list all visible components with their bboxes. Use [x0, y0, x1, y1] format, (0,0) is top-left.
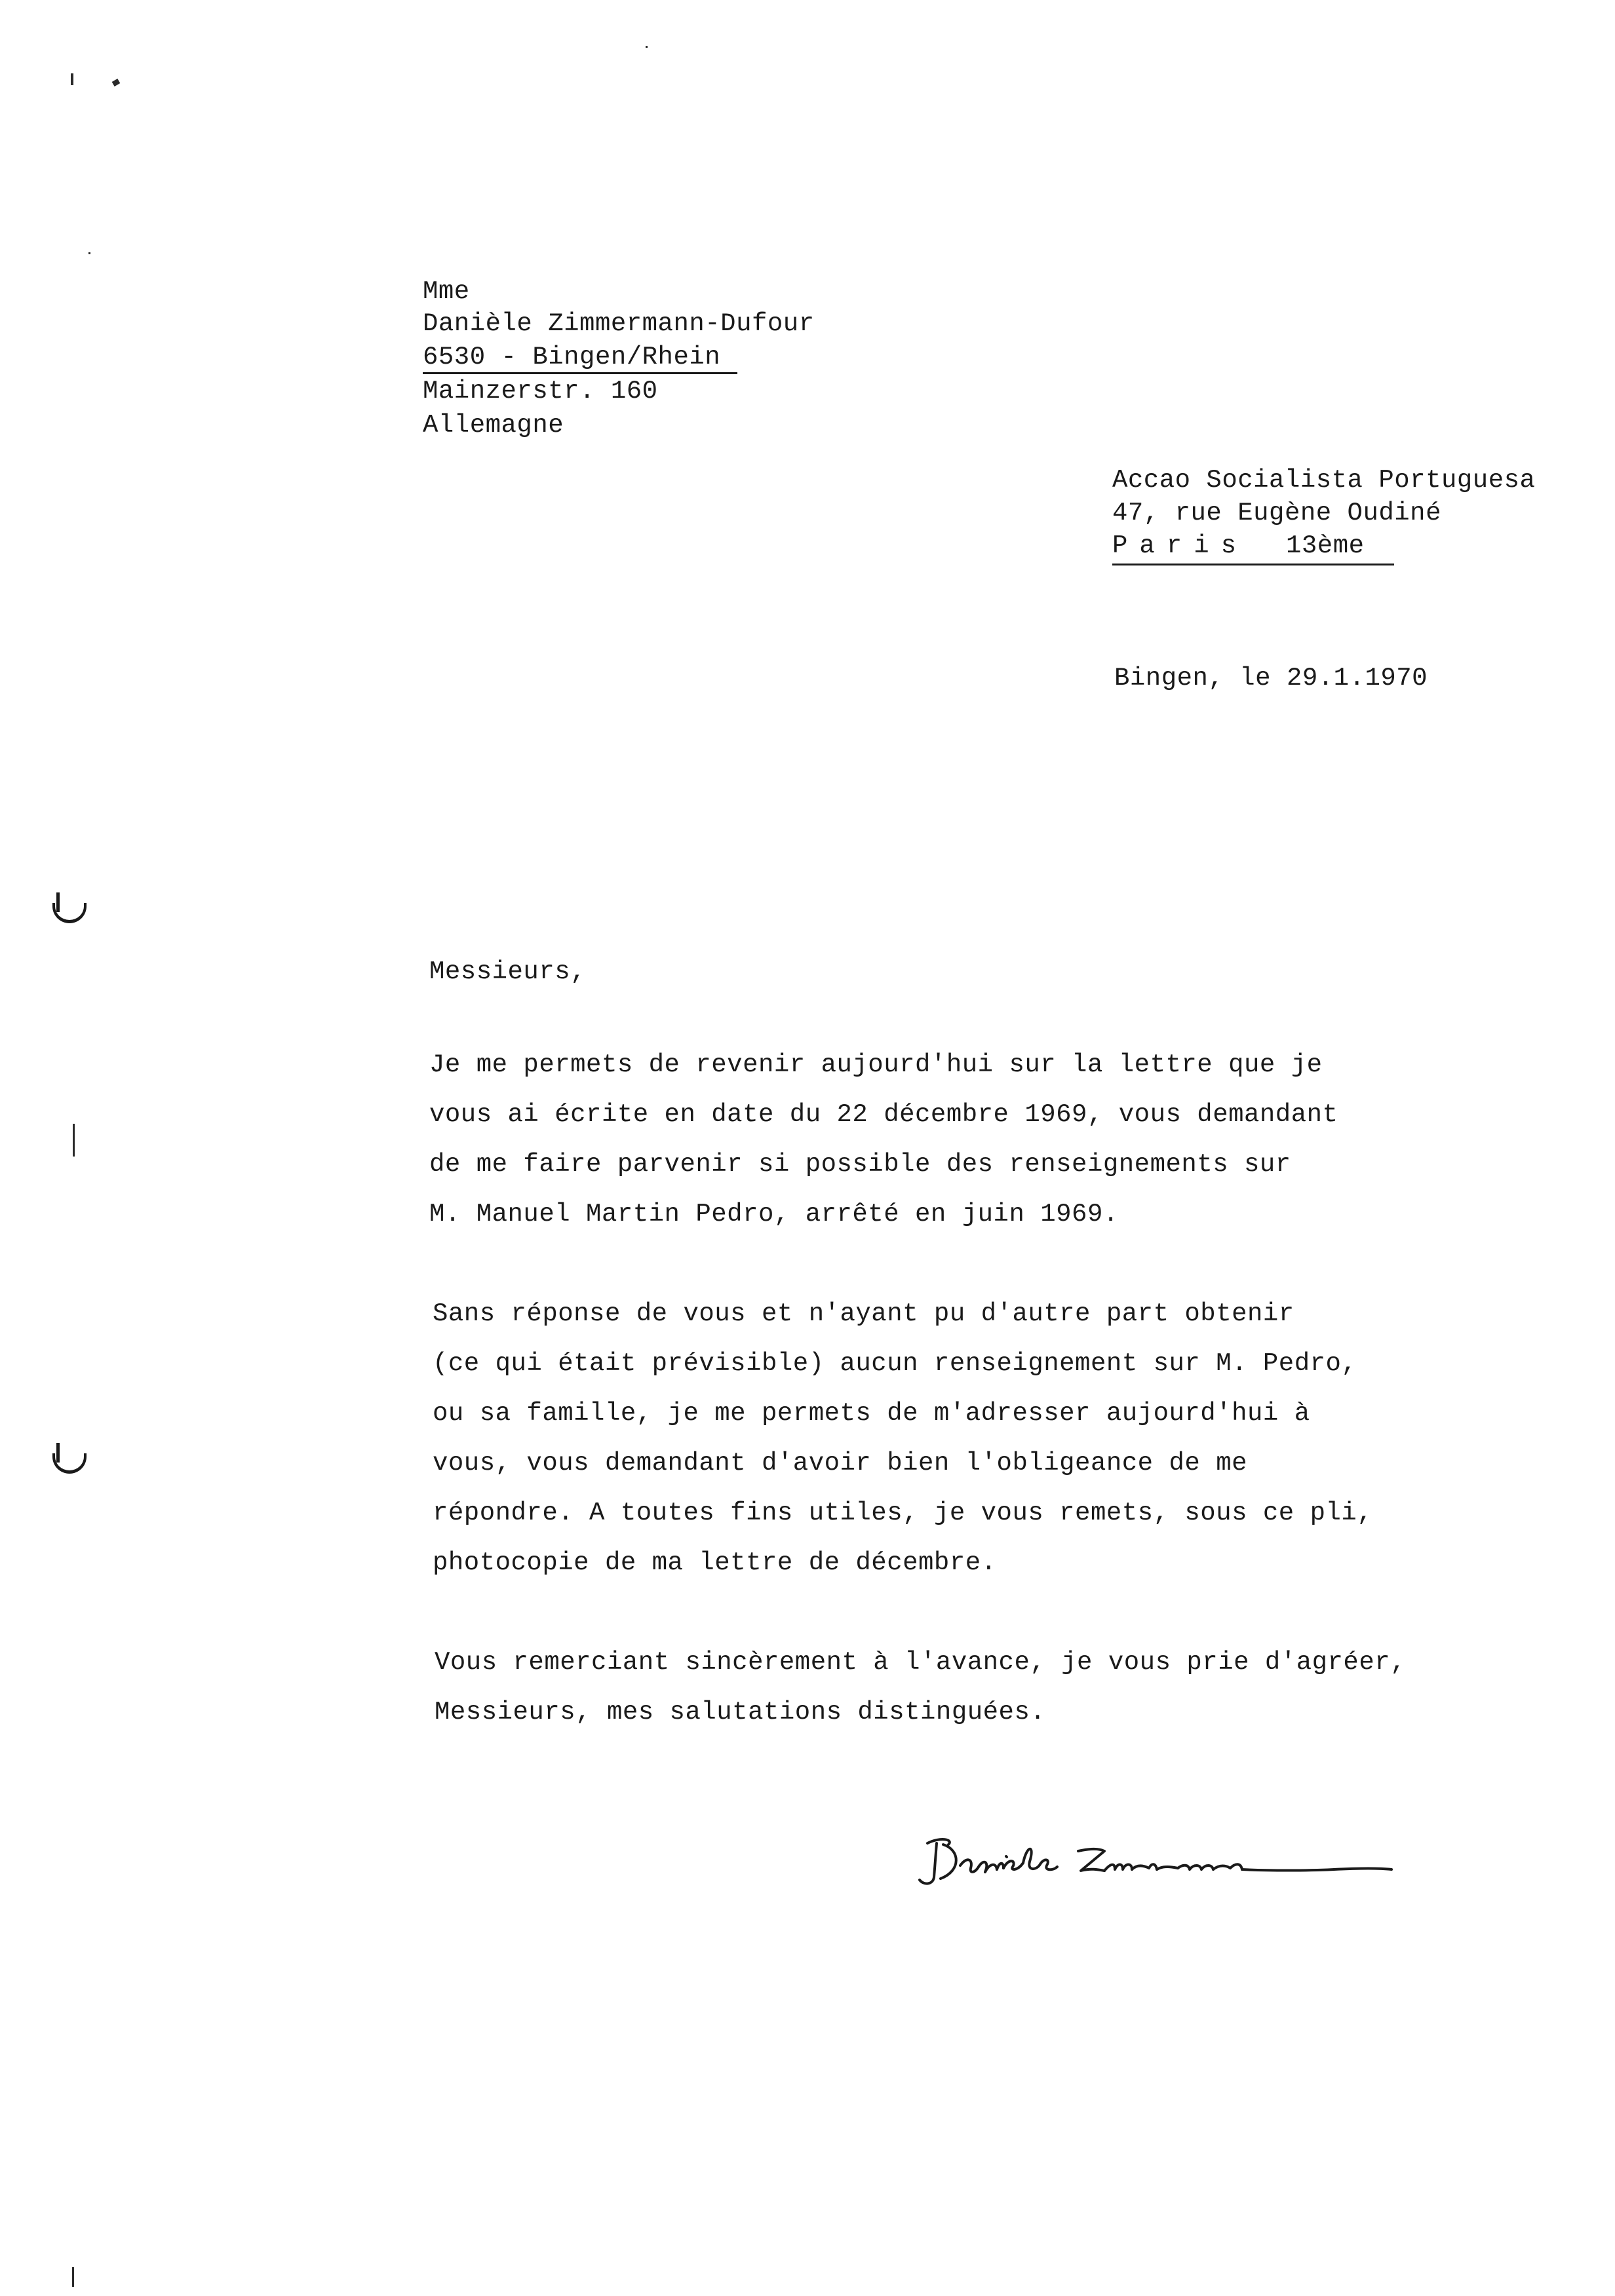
sender-name: Danièle Zimmermann-Dufour: [423, 309, 815, 338]
scan-dot-top: [646, 46, 648, 48]
sender-country: Allemagne: [423, 411, 564, 440]
paragraph-line: Messieurs, mes salutations distinguées.: [435, 1698, 1046, 1727]
paragraph-line: ou sa famille, je me permets de m'adresser aujourd'hui à: [433, 1399, 1310, 1428]
punch-hole-stem-upper: [56, 892, 60, 912]
handwritten-signature: [914, 1825, 1393, 1890]
sender-salutation: Mme: [423, 277, 470, 306]
recipient-street: 47, rue Eugène Oudiné: [1112, 499, 1441, 527]
scan-mark-top-left: [71, 73, 73, 85]
paragraph-line: répondre. A toutes fins utiles, je vous remets, sous ce pli,: [433, 1499, 1373, 1527]
scan-mark-top-left-2: [112, 79, 121, 86]
recipient-district: 13ème: [1286, 531, 1365, 560]
recipient-city: Paris: [1112, 531, 1249, 560]
date-line: Bingen, le 29.1.1970: [1114, 664, 1428, 693]
sender-city-line: 6530 - Bingen/Rhein: [423, 343, 721, 372]
paragraph-line: de me faire parvenir si possible des renseignements sur: [429, 1150, 1291, 1179]
greeting: Messieurs,: [429, 957, 587, 986]
punch-hole-stem-lower: [56, 1443, 60, 1463]
paragraph-line: photocopie de ma lettre de décembre.: [433, 1548, 997, 1577]
sender-street: Mainzerstr. 160: [423, 377, 658, 406]
recipient-city-underline: [1112, 564, 1394, 565]
scan-dot-left: [88, 252, 90, 254]
paragraph-line: (ce qui était prévisible) aucun renseignement sur M. Pedro,: [433, 1349, 1357, 1378]
scan-tick-left: [73, 1124, 75, 1157]
paragraph-line: vous ai écrite en date du 22 décembre 1969, vous demandant: [429, 1100, 1338, 1129]
paragraph-line: Vous remerciant sincèrement à l'avance, je vous prie d'agréer,: [435, 1648, 1407, 1677]
recipient-organization: Accao Socialista Portuguesa: [1112, 466, 1536, 495]
sender-city-underline: [423, 372, 737, 374]
scan-tick-bottom-left: [72, 2267, 74, 2287]
paragraph-line: vous, vous demandant d'avoir bien l'obligeance de me: [433, 1449, 1247, 1478]
paragraph-line: M. Manuel Martin Pedro, arrêté en juin 1969.: [429, 1200, 1119, 1229]
paragraph-line: Je me permets de revenir aujourd'hui sur la lettre que je: [429, 1050, 1323, 1079]
paragraph-line: Sans réponse de vous et n'ayant pu d'autre part obtenir: [433, 1299, 1294, 1328]
